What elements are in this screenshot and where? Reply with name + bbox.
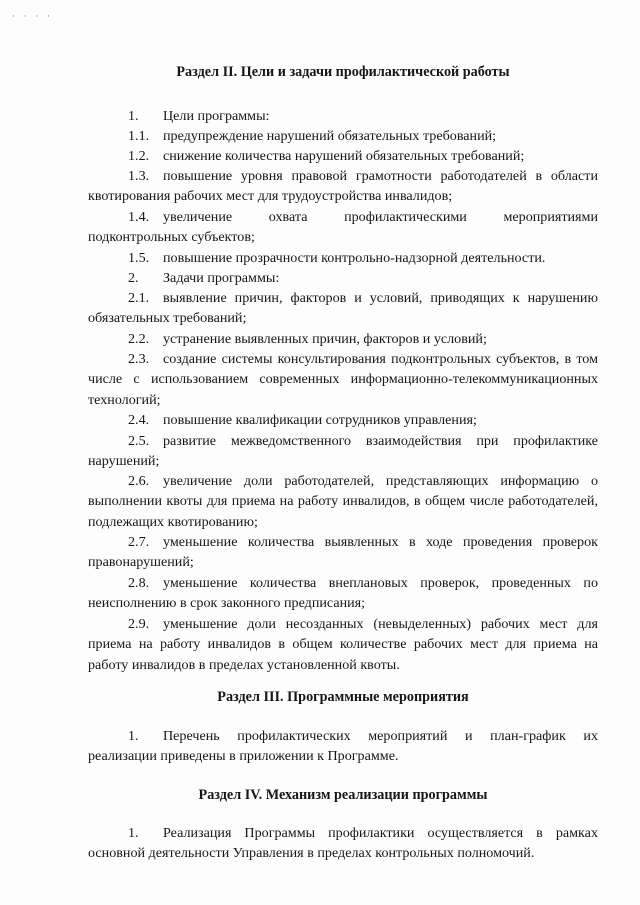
s2-item-1-2	[88, 146, 598, 166]
item-text: выявление причин, факторов и условий, приводящих к нарушению обязательных требований;	[88, 290, 598, 327]
item-text: развитие межведомственного взаимодействия при профилактике нарушений;	[88, 433, 598, 470]
item-number: 1.4.	[128, 209, 150, 225]
s2-item-1-3	[88, 166, 598, 207]
item-number: 2.5.	[128, 433, 150, 449]
item-number: 2.6.	[128, 473, 150, 489]
s2-item-1-5	[88, 248, 598, 268]
s2-item-1-4	[88, 207, 598, 248]
item-text: уменьшение доли несозданных (невыделенных) рабочих мест для приема на работу инвалидов в общем количестве рабочих мест для приема на работу инвалидов в пределах установленной квоты.	[88, 616, 598, 673]
item-text: Задачи программы:	[163, 270, 280, 286]
item-text: предупреждение нарушений обязательных требований;	[163, 128, 497, 144]
item-text: увеличение охвата профилактическими мероприятиями подконтрольных субъектов;	[88, 209, 598, 246]
item-text: Перечень профилактических мероприятий и план-график их реализации приведены в приложении к Программе.	[88, 728, 598, 765]
s2-item-2-2	[88, 329, 598, 349]
item-number: 2.7.	[128, 534, 150, 550]
s2-item-2-1	[88, 288, 598, 329]
item-number: 1.	[128, 825, 139, 841]
item-text: Реализация Программы профилактики осуществляется в рамках основной деятельности Управления в пределах контрольных полномочий.	[88, 825, 598, 862]
item-text: повышение прозрачности контрольно-надзорной деятельности.	[163, 250, 546, 266]
scan-artifact: · · · ·	[12, 12, 54, 22]
section-3-heading: Раздел III. Программные мероприятия	[217, 689, 469, 705]
item-text: создание системы консультирования подконтрольных субъектов, в том числе с использованием современных информационно-телекоммуникационных технологий;	[88, 351, 598, 408]
s2-item-1-1	[88, 126, 598, 146]
section-4-heading: Раздел IV. Механизм реализации программы	[198, 787, 488, 803]
item-number: 2.1.	[128, 290, 150, 306]
item-text: устранение выявленных причин, факторов и условий;	[163, 331, 487, 347]
item-number: 1.	[128, 728, 139, 744]
item-text: повышение уровня правовой грамотности работодателей в области квотирования рабочих мест для трудоустройства инвалидов;	[88, 168, 598, 205]
item-text: Цели программы:	[163, 108, 270, 124]
s2-item-2-4	[88, 410, 598, 430]
item-text: повышение квалификации сотрудников управления;	[163, 412, 477, 428]
item-number: 1.3.	[128, 168, 150, 184]
item-number: 2.4.	[128, 412, 150, 428]
item-number: 1.1.	[128, 128, 150, 144]
item-number: 2.9.	[128, 616, 150, 632]
s2-item-2-3	[88, 349, 598, 410]
section-2-heading: Раздел II. Цели и задачи профилактической работы	[176, 64, 510, 80]
item-number: 1.5.	[128, 250, 150, 266]
s2-item-2-9	[88, 614, 598, 675]
item-number: 1.2.	[128, 148, 150, 164]
s2-item-2-8	[88, 573, 598, 614]
s2-item-1	[88, 106, 598, 126]
item-text: снижение количества нарушений обязательных требований;	[163, 148, 525, 164]
item-number: 2.8.	[128, 575, 150, 591]
item-number: 1.	[128, 108, 139, 124]
item-number: 2.3.	[128, 351, 150, 367]
s2-item-2	[88, 268, 598, 288]
item-number: 2.	[128, 270, 139, 286]
s2-item-2-5	[88, 431, 598, 472]
item-number: 2.2.	[128, 331, 150, 347]
item-text: уменьшение количества выявленных в ходе проведения проверок правонарушений;	[88, 534, 598, 571]
s2-item-2-6	[88, 471, 598, 532]
item-text: уменьшение количества внеплановых проверок, проведенных по неисполнению в срок законного предписания;	[88, 575, 598, 612]
s2-item-2-7	[88, 532, 598, 573]
item-text: увеличение доли работодателей, представляющих информацию о выполнении квоты для приема на работу инвалидов, в общем числе работодателей, подлежащих квотированию;	[88, 473, 598, 530]
s4-item-1	[88, 823, 598, 864]
s3-item-1	[88, 726, 598, 767]
